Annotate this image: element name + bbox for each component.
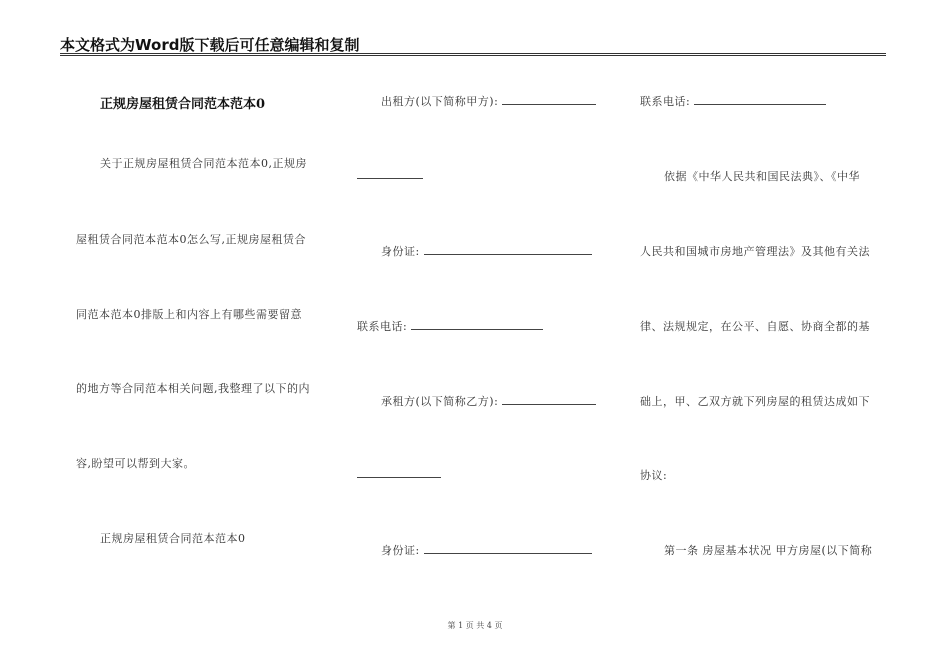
id-label: 身份证: (381, 544, 420, 557)
id-label: 身份证: (381, 245, 420, 258)
contract-title: 正规房屋租赁合同范本范本0 (100, 97, 266, 112)
section-title: 正规房屋租赁合同范本范本0 (100, 532, 246, 545)
lessor-phone-field (357, 318, 543, 334)
lessor-id-field (381, 243, 592, 259)
lessor-id-blank[interactable] (424, 244, 592, 255)
lessee-blank[interactable] (502, 394, 596, 405)
lessee-phone-blank[interactable] (694, 94, 826, 105)
lessee-id-field (381, 542, 592, 558)
paragraph-line: 的地方等合同范本相关问题,我整理了以下的内 (76, 382, 310, 395)
lessor-field (381, 93, 596, 109)
lessee-id-blank[interactable] (424, 543, 592, 554)
lessor-label: 出租方(以下简称甲方): (381, 95, 499, 108)
paragraph-line: 础上，甲、乙双方就下列房屋的租赁达成如下 (640, 395, 870, 408)
phone-label: 联系电话: (357, 320, 408, 333)
lessee-blank-continued[interactable] (357, 467, 441, 481)
document-header: 本文格式为Word版下载后可任意编辑和复制 (60, 36, 360, 54)
paragraph-line: 关于正规房屋租赁合同范本范本0,正规房 (100, 157, 307, 170)
lessee-label: 承租方(以下简称乙方): (381, 395, 499, 408)
phone-label: 联系电话: (640, 95, 691, 108)
lessor-blank[interactable] (502, 94, 596, 105)
header-rule (60, 53, 886, 54)
paragraph-line: 屋租赁合同范本范本0怎么写,正规房屋租赁合 (76, 233, 306, 246)
lessor-phone-blank[interactable] (411, 319, 543, 330)
lessee-field (381, 393, 596, 409)
paragraph-line: 依据《中华人民共和国民法典》、《中华 (664, 170, 860, 183)
paragraph-line: 同范本范本0排版上和内容上有哪些需要留意 (76, 308, 302, 321)
lessor-blank-continued[interactable] (357, 168, 423, 182)
paragraph-line: 第一条 房屋基本状况 甲方房屋(以下简称 (664, 544, 873, 557)
header-rule-secondary (60, 55, 886, 56)
paragraph-line: 协议: (640, 469, 668, 482)
page-number: 第 1 页 共 4 页 (447, 621, 503, 630)
paragraph-line: 容,盼望可以帮到大家。 (76, 457, 195, 470)
paragraph-line: 律、法规规定，在公平、自愿、协商全都的基 (640, 320, 870, 333)
lessee-phone-field (640, 93, 826, 109)
paragraph-line: 人民共和国城市房地产管理法》及其他有关法 (640, 245, 870, 258)
